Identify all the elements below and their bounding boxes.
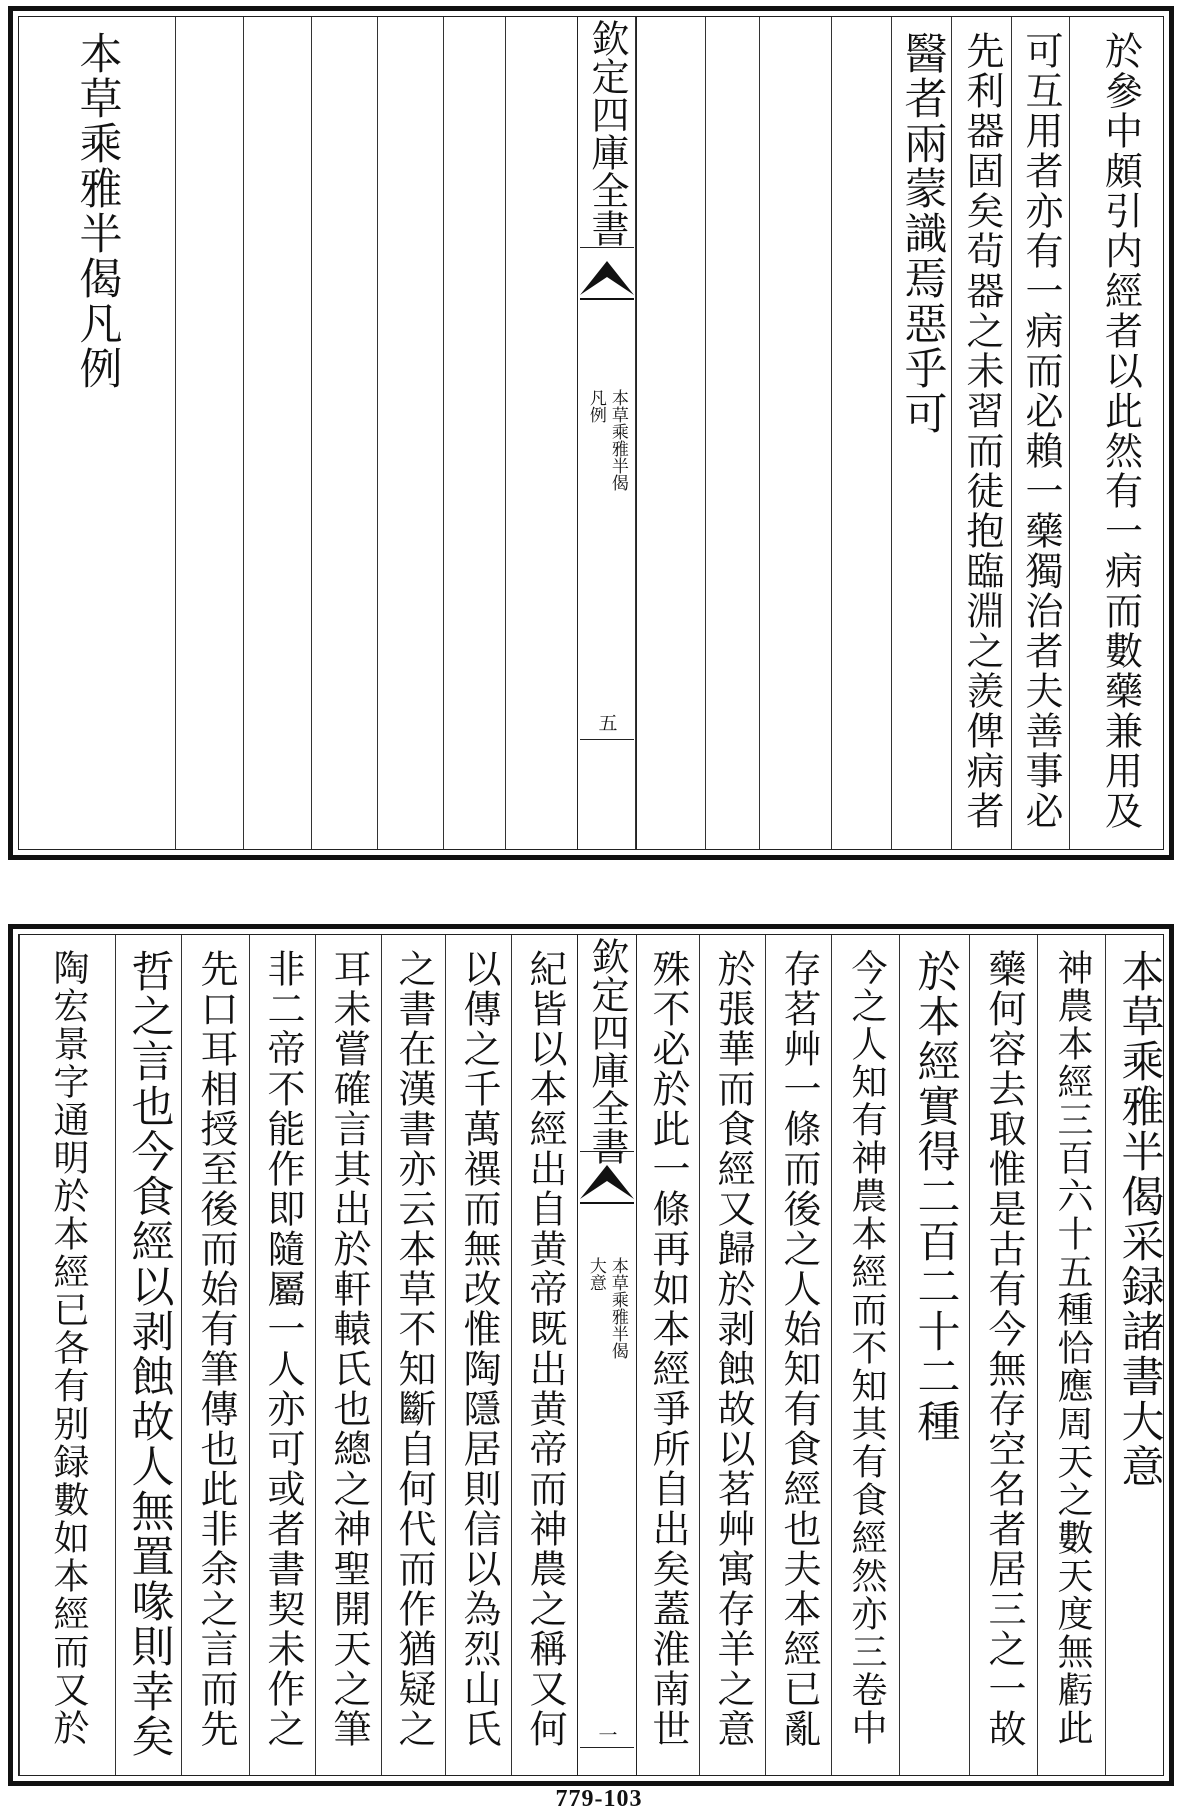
column-text: 殊不必於此一條再如本經爭所自出矣蓋淮南世 (646, 949, 690, 1749)
text-column (635, 935, 700, 1775)
column-text: 於張華而食經又歸於剥蝕故以茗艸寓存羊之意 (711, 949, 755, 1749)
column-text: 存茗艸一條而後之人始知有食經也夫本經已亂 (777, 949, 821, 1749)
text-column (899, 935, 970, 1775)
column-text: 先利器固矣茍器之未習而徒抱臨淵之羨俾病者 (960, 31, 1004, 831)
text-column (19, 17, 175, 849)
text-column (315, 935, 382, 1775)
column-text: 先口耳相授至後而始有筆傳也此非余之言而先 (194, 949, 238, 1749)
text-column (311, 17, 378, 849)
gutter-section-title: 大意 (585, 1257, 606, 1291)
column-text: 本草乘雅半偈采録諸書大意 (1114, 949, 1165, 1489)
gutter-book-title: 本草乘雅半偈 (607, 1257, 628, 1359)
column-text: 紀皆以本經出自黄帝既出黄帝而神農之稱又何 (523, 949, 567, 1749)
text-column (969, 935, 1038, 1775)
text-column (381, 935, 446, 1775)
text-column (181, 935, 250, 1775)
text-column (443, 17, 506, 849)
column-text: 哲之言也今食經以剥蝕故人無置喙則幸矣 (124, 949, 175, 1759)
column-text: 本草乘雅半偈凡例 (72, 31, 123, 391)
lower-page-frame (18, 934, 1164, 1776)
gutter-divider (580, 1747, 634, 1748)
lower-page (8, 924, 1174, 1786)
text-column (831, 935, 900, 1775)
text-column (1105, 935, 1172, 1775)
column-text: 於參中頗引内經者以此然有一病而數藥兼用及 (1098, 31, 1143, 831)
column-text: 神農本經三百六十五種恰應周天之數天度無虧此 (1052, 949, 1093, 1747)
gutter-divider (580, 739, 634, 740)
gutter-leaf-number: 五 (595, 713, 618, 732)
gutter-leaf-number: 一 (595, 1725, 618, 1744)
text-column (19, 935, 116, 1775)
text-column (951, 17, 1012, 849)
text-column (635, 17, 706, 849)
fish-tail-mark-icon (578, 1159, 636, 1205)
text-column (505, 17, 578, 849)
text-column (243, 17, 312, 849)
column-text: 耳未嘗確言其出於軒轅氏也總之神聖開天之筆 (327, 949, 371, 1749)
text-column (249, 935, 316, 1775)
gutter-section-title: 凡例 (585, 389, 606, 423)
text-column (377, 17, 444, 849)
text-column (175, 17, 244, 849)
column-text: 醫者兩蒙識焉惡乎可 (897, 31, 948, 436)
gutter-divider (580, 247, 634, 248)
text-column (765, 935, 832, 1775)
gutter-title: 欽定四庫全書 (585, 19, 629, 247)
text-column (759, 17, 832, 849)
center-gutter (577, 935, 637, 1775)
text-column (511, 935, 578, 1775)
column-text: 可互用者亦有一病而必賴一藥獨治者夫善事必 (1019, 31, 1063, 831)
gutter-title: 欽定四庫全書 (585, 937, 629, 1165)
text-column (115, 935, 182, 1775)
upper-page-frame (18, 16, 1164, 850)
column-text: 今之人知有神農本經而不知其有食經然亦三卷中 (846, 949, 887, 1747)
page-number: 779-103 (555, 1786, 643, 1812)
fish-tail-mark-icon (578, 255, 636, 301)
text-column (699, 935, 766, 1775)
text-column (891, 17, 952, 849)
column-text: 於本經實得二百二十二種 (910, 949, 961, 1444)
column-text: 藥何容去取惟是古有今無存空名者居三之一故 (982, 949, 1026, 1749)
column-text: 非二帝不能作即隨屬一人亦可或者書契未作之 (261, 949, 305, 1749)
text-column (1011, 17, 1070, 849)
gutter-divider (580, 1151, 634, 1152)
column-text: 之書在漢書亦云本草不知斷自何代而作猶疑之 (392, 949, 436, 1749)
column-text: 陶宏景字通明於本經已各有别録數如本經而又於 (48, 949, 89, 1747)
center-gutter (577, 17, 637, 849)
column-text: 以傳之千萬禩而無改惟陶隱居則信以為烈山氏 (457, 949, 501, 1749)
text-column (831, 17, 892, 849)
text-column (705, 17, 760, 849)
text-column (1037, 935, 1106, 1775)
text-column (445, 935, 512, 1775)
text-column (1069, 17, 1171, 849)
gutter-book-title: 本草乘雅半偈 (607, 389, 628, 491)
upper-page (8, 6, 1174, 860)
